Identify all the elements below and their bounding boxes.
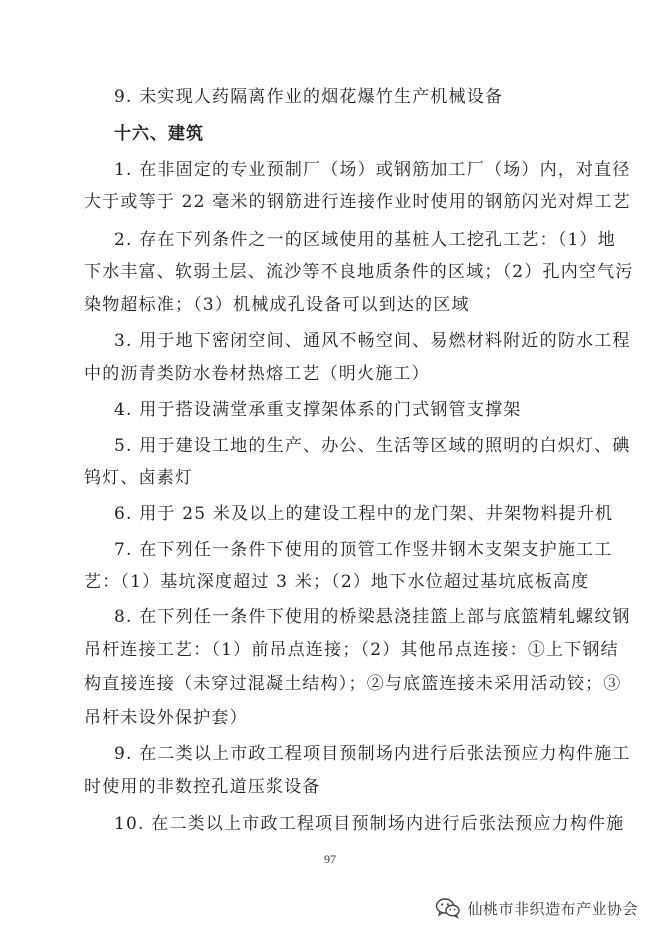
list-item: 5. 用于建设工地的生产、办公、生活等区域的照明的白炽灯、碘	[114, 436, 631, 456]
list-item: 9. 在二类以上市政工程项目预制场内进行后张法预应力构件施工	[114, 744, 631, 764]
list-item: 6. 用于 25 米及以上的建设工程中的龙门架、井架物料提升机	[114, 504, 614, 524]
list-item-continuation: 时使用的非数控孔道压浆设备	[84, 777, 321, 797]
list-item: 10. 在二类以上市政工程项目预制场内进行后张法预应力构件施	[114, 814, 625, 834]
list-item-continuation: 下水丰富、软弱土层、流沙等不良地质条件的区域；（2）孔内空气污	[84, 262, 634, 282]
list-item: 2. 存在下列条件之一的区域使用的基桩人工挖孔工艺：（1）地	[114, 230, 616, 250]
list-item-continuation: 中的沥青类防水卷材热熔工艺（明火施工）	[84, 364, 430, 384]
list-item-continuation: 钨灯、卤素灯	[84, 468, 194, 488]
list-item: 4. 用于搭设满堂承重支撑架体系的门式钢管支撑架	[114, 400, 522, 420]
list-item-continuation: 吊杆连接工艺：（1）前吊点连接；（2）其他吊点连接：①上下钢结	[84, 640, 619, 660]
list-item: 8. 在下列任一条件下使用的桥梁悬浇挂篮上部与底篮精轧螺纹钢	[114, 607, 631, 627]
section-heading: 十六、建筑	[114, 124, 204, 144]
list-item-continuation: 艺：（1）基坑深度超过 3 米；（2）地下水位超过基坑底板高度	[84, 572, 590, 592]
list-item: 9. 未实现人药隔离作业的烟花爆竹生产机械设备	[114, 87, 504, 107]
list-item-continuation: 染物超标准；（3）机械成孔设备可以到达的区域	[84, 295, 470, 315]
list-item-continuation: 大于或等于 22 毫米的钢筋进行连接作业时使用的钢筋闪光对焊工艺	[84, 192, 631, 212]
list-item-continuation: 吊杆未设外保护套）	[84, 708, 248, 728]
page-number: 97	[324, 852, 336, 866]
list-item: 3. 用于地下密闭空间、通风不畅空间、易燃材料附近的防水工程	[114, 331, 631, 351]
watermark	[435, 895, 638, 921]
watermark-text: 仙桃市非织造布产业协会	[467, 899, 638, 918]
list-item: 7. 在下列任一条件下使用的顶管工作竖井钢木支架支护施工工	[114, 540, 613, 560]
list-item: 1. 在非固定的专业预制厂（场）或钢筋加工厂（场）内，对直径	[114, 160, 631, 180]
list-item-continuation: 构直接连接（未穿过混凝土结构）；②与底篮连接未采用活动铰；③	[84, 674, 622, 694]
wechat-icon	[435, 897, 461, 919]
